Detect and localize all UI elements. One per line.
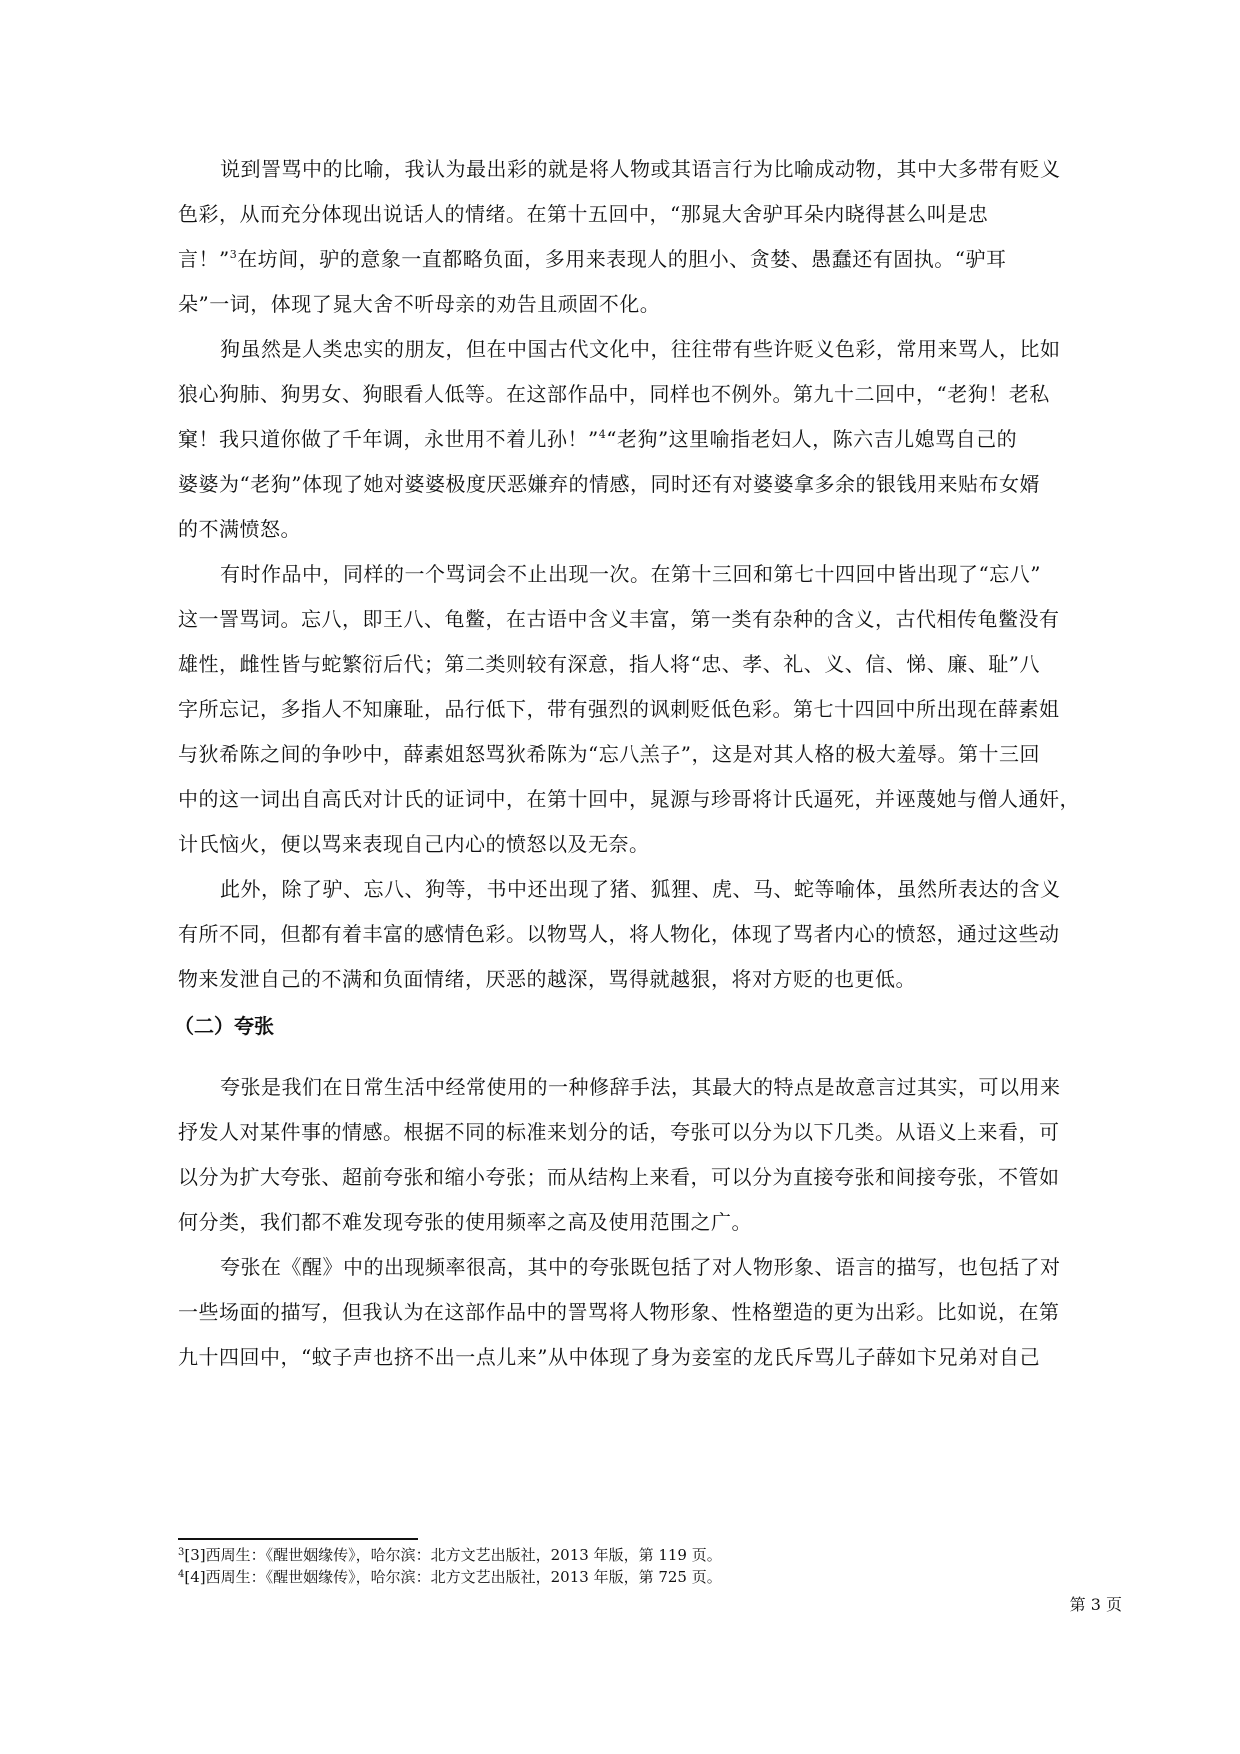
text-line: 以分为扩大夸张、超前夸张和缩小夸张；而从结构上来看，可以分为直接夸张和间接夸张，不管如 (178, 1165, 1060, 1189)
text-segment: “老狗”这里喻指老妇人，陈六吉儿媳骂自己的 (606, 427, 1018, 451)
text-line: 狼心狗肺、狗男女、狗眼看人低等。在这部作品中，同样也不例外。第九十二回中，“老狗！老私 (178, 382, 1050, 406)
text-line: 朵”一词，体现了晁大舍不听母亲的劝告且顽固不化。 (178, 292, 661, 316)
text-line: 抒发人对某件事的情感。根据不同的标准来划分的话，夸张可以分为以下几类。从语义上来看，可 (178, 1120, 1060, 1144)
paragraph-metaphor-dog (178, 327, 1118, 552)
paragraph-other-animals (178, 867, 1118, 1002)
text-line: 婆婆为“老狗”体现了她对婆婆极度厌恶嫌弃的情感，同时还有对婆婆拿多余的银钱用来贴布女婿 (178, 472, 1040, 496)
footnote-number: 3 (178, 1547, 185, 1558)
text-line: 计氏恼火，便以骂来表现自己内心的愤怒以及无奈。 (178, 832, 650, 856)
text-segment: 窠！我只道你做了千年调，永世用不着儿孙！” (178, 427, 599, 451)
body-text (174, 147, 1118, 1380)
text-line: 雄性，雌性皆与蛇繁衍后代；第二类则较有深意，指人将“忠、孝、礼、义、信、悌、廉、耻”八 (178, 652, 1040, 676)
text-line: 有所不同，但都有着丰富的感情色彩。以物骂人，将人物化，体现了骂者内心的愤怒，通过这些动 (178, 922, 1060, 946)
footnote-item (178, 1544, 1118, 1566)
footnote-item (178, 1566, 1118, 1588)
text-line: 夸张是我们在日常生活中经常使用的一种修辞手法，其最大的特点是故意言过其实，可以用来 (220, 1075, 1061, 1099)
footnote-marker[interactable]: 4 (598, 428, 607, 441)
footnote-divider (178, 1538, 418, 1540)
text-line: 狗虽然是人类忠实的朋友，但在中国古代文化中，往往带有些许贬义色彩，常用来骂人，比如 (220, 337, 1061, 361)
text-line: 一些场面的描写，但我认为在这部作品中的詈骂将人物形象、性格塑造的更为出彩。比如说，在第 (178, 1300, 1060, 1324)
text-line (178, 237, 1118, 282)
paragraph-wangba (178, 552, 1118, 867)
text-line: 字所忘记，多指人不知廉耻，品行低下，带有强烈的讽刺贬低色彩。第七十四回中所出现在薛素姐 (178, 697, 1060, 721)
text-line: 夸张在《醒》中的出现频率很高，其中的夸张既包括了对人物形象、语言的描写，也包括了对 (220, 1255, 1061, 1279)
text-line: 何分类，我们都不难发现夸张的使用频率之高及使用范围之广。 (178, 1210, 752, 1234)
text-line: 此外，除了驴、忘八、狗等，书中还出现了猪、狐狸、虎、马、蛇等喻体，虽然所表达的含义 (220, 877, 1061, 901)
text-line: 的不满愤怒。 (178, 517, 301, 541)
text-line: 这一詈骂词。忘八，即王八、龟鳖，在古语中含义丰富，第一类有杂种的含义，古代相传龟鳖没有 (178, 607, 1060, 631)
footnotes (178, 1544, 1118, 1588)
footnote-text: [4]西周生：《醒世姻缘传》，哈尔滨：北方文艺出版社，2013 年版，第 725 页。 (184, 1568, 722, 1586)
text-segment: 言！” (178, 247, 230, 271)
text-line: 说到詈骂中的比喻，我认为最出彩的就是将人物或其语言行为比喻成动物，其中大多带有贬义 (220, 157, 1061, 181)
text-line (178, 417, 1118, 462)
text-line: 色彩，从而充分体现出说话人的情绪。在第十五回中，“那晁大舍驴耳朵内晓得甚么叫是忠 (178, 202, 989, 226)
paragraph-exaggeration-intro (178, 1065, 1118, 1245)
page-number: 第 3 页 (1069, 1595, 1122, 1614)
paragraph-metaphor-donkey (178, 147, 1118, 327)
footnote-number: 4 (178, 1569, 185, 1580)
text-line: 物来发泄自己的不满和负面情绪，厌恶的越深，骂得就越狠，将对方贬的也更低。 (178, 967, 916, 991)
text-line: 与狄希陈之间的争吵中，薛素姐怒骂狄希陈为“忘八羔子”，这是对其人格的极大羞辱。第十三回 (178, 742, 1040, 766)
text-segment: 在坊间，驴的意象一直都略负面，多用来表现人的胆小、贪婪、愚蠢还有固执。“驴耳 (237, 247, 1007, 271)
text-line: 有时作品中，同样的一个骂词会不止出现一次。在第十三回和第七十四回中皆出现了“忘八” (220, 562, 1041, 586)
footnote-text: [3]西周生：《醒世姻缘传》，哈尔滨：北方文艺出版社，2013 年版，第 119 页。 (184, 1546, 722, 1564)
text-line: 中的这一词出自高氏对计氏的证词中，在第十回中，晁源与珍哥将计氏逼死，并诬蔑她与僧人通奸， (178, 787, 1080, 811)
section-heading: （二）夸张 (174, 1014, 274, 1038)
footnote-marker[interactable]: 3 (229, 248, 238, 261)
paragraph-exaggeration-in-novel (178, 1245, 1118, 1380)
text-line: 九十四回中，“蚊子声也挤不出一点儿来”从中体现了身为妾室的龙氏斥骂儿子薛如卞兄弟对自己 (178, 1345, 1040, 1369)
